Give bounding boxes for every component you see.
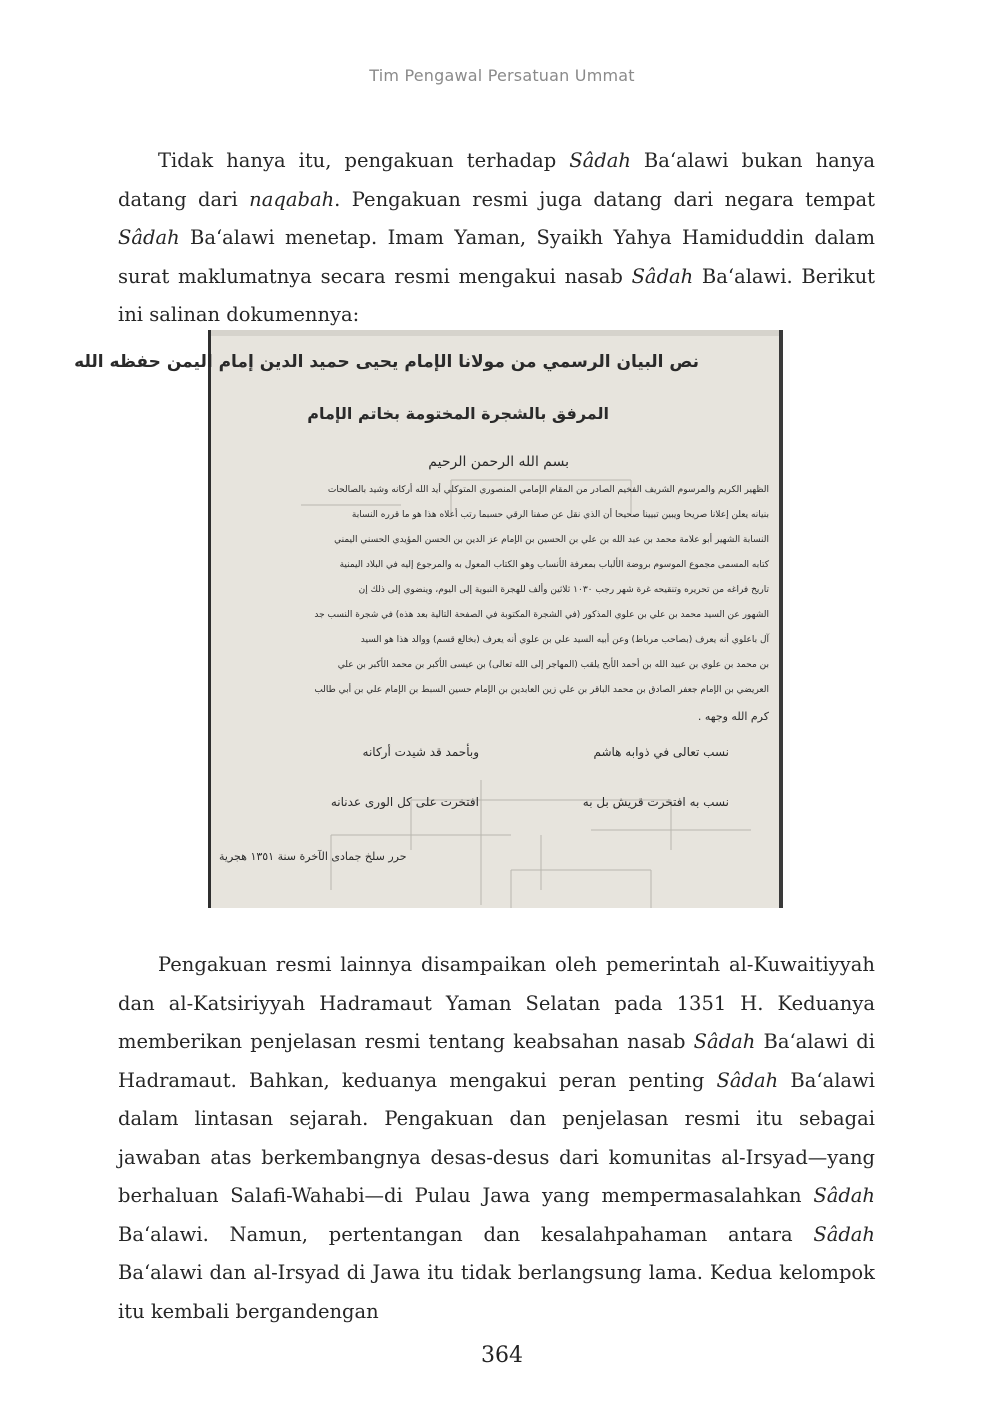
text-segment: Pengakuan resmi lainnya disampaikan oleh pemerintah al-Kuwaitiyyah dan al-Katsiriyyah Hadramaut Yaman Selatan pada 1351 H. Keduanya memberikan penjelasan resmi tentang keabsahan nasab xyxy=(118,953,875,1053)
document-basmala: بسم الله الرحمن الرحيم xyxy=(428,454,569,470)
document-verse-left: افتخرت على كل الورى عدنانه xyxy=(330,795,479,809)
text-segment: . Pengakuan resmi juga datang dari negara tempat xyxy=(334,187,875,211)
document-verse-left: وبأحمد قد شيدت أركانه xyxy=(362,745,479,759)
document-line: بنيانه يعلن إعلانا صريحا ويبين تبيينا صحيحا أن الذي نقل عن صفنا الرقي حسبما رتب أعلاه هذا هو ما قرره النسابة xyxy=(351,510,769,520)
document-date: حرر سلخ جمادى الآخرة سنة ١٣٥١ هجرية xyxy=(219,850,407,863)
document-line: الظهير الكريم والمرسوم الشريف الفخيم الصادر من المقام الإمامي المنصوري المتوكلي أيد الله أركانه وشيد بالصالحات xyxy=(327,485,769,495)
text-segment: Ba‘alawi menetap. Imam Yaman, Syaikh Yahya Hamiduddin dalam surat maklumatnya secara resmi mengakui nasab xyxy=(118,226,875,288)
document-line: كتابه المسمى مجموع الموسوم بروضة الألباب بمعرفة الأنساب وهو الكتاب المعول به والمرجوع إليه في البلاد اليمنية xyxy=(339,560,769,570)
italic-term: naqabah xyxy=(249,187,335,211)
document-line: بن محمد بن علوي بن عبيد الله بن أحمد الأبح يلقب (المهاجر إلى الله تعالى) بن عيسى الأكبر بن محمد الأكبر بن علي xyxy=(337,660,769,670)
text-segment: Ba‘alawi bukan hanya datang dari xyxy=(118,149,875,211)
text-segment: Ba‘alawi dan al-Irsyad di Jawa itu tidak berlangsung lama. Kedua kelompok itu kembali bergandengan xyxy=(118,1261,875,1323)
italic-term: Sâdah xyxy=(716,1068,779,1092)
text-segment: Ba‘alawi. Namun, pertentangan dan kesalahpahaman antara xyxy=(118,1222,814,1246)
document-line: تاريخ فراغه من تحريره وتنقيحه غرة شهر رجب ١٠٣٠ ثلاثين وألف للهجرة النبوية إلى اليوم، وينضوي إلى ذلك إن xyxy=(358,585,769,595)
paragraph-body xyxy=(118,946,875,1331)
document-subtitle: المرفق بالشجرة المختومة بخاتم الإمام xyxy=(307,404,609,423)
text-segment: Ba‘alawi di Hadramaut. Bahkan, keduanya mengakui peran penting xyxy=(118,1030,875,1092)
document-line: الشهور عن السيد محمد بن علي بن علوي المذكور (في الشجرة المكتوبة في الصفحة التالية بعد هذه) في شجرة النسب جد xyxy=(314,610,769,620)
document-title: نص البيان الرسمي من مولانا الإمام يحيى حميد الدين إمام اليمن حفظه الله xyxy=(74,352,699,372)
paragraph-intro xyxy=(118,142,875,335)
italic-term: Sâdah xyxy=(118,226,180,249)
document-line: كرم الله وجهه . xyxy=(697,710,769,723)
document-line: النسابة الشهير أبو علامة محمد بن عبد الله بن علي بن الحسين بن الإمام عز الدين بن الحسن المؤيدي الحسني اليمني xyxy=(334,535,769,545)
italic-term: Sâdah xyxy=(813,1184,875,1207)
text-segment: Ba‘alawi dalam lintasan sejarah. Pengakuan dan penjelasan resmi itu sebagai jawaban atas berkembangnya desas-desus dari komunitas al-Irsyad—yang berhaluan Salafi-Wahabi—di Pulau Jawa yang mempermasalahkan xyxy=(118,1068,875,1207)
document-verse-right: نسب به افتخرت قريش بل به xyxy=(582,795,729,809)
italic-term: Sâdah xyxy=(569,149,631,172)
text-segment: Tidak hanya itu, pengakuan terhadap xyxy=(158,149,570,172)
italic-term: Sâdah xyxy=(813,1222,875,1246)
scanned-document-image xyxy=(74,330,783,908)
italic-term: Sâdah xyxy=(631,264,694,288)
page-number: 364 xyxy=(481,1343,523,1368)
text-segment: Ba‘alawi. Berikut ini salinan dokumennya: xyxy=(118,264,876,326)
document-line: آل باعلوي أنه يعرف (بصاحب مرباط) وعن أبيه السيد علي بن علوي أنه يعرف (بخالع قسم) ووالد هذا هو السيد xyxy=(360,635,769,645)
running-header: Tim Pengawal Persatuan Ummat xyxy=(369,66,635,85)
document-verse-right: نسب تعالى في ذوابه هاشم xyxy=(593,745,729,759)
document-line: العريضي بن الإمام جعفر الصادق بن محمد الباقر بن علي زين العابدين بن الإمام حسين السبط بن الإمام علي بن أبي طالب xyxy=(314,685,769,695)
italic-term: Sâdah xyxy=(693,1030,756,1053)
